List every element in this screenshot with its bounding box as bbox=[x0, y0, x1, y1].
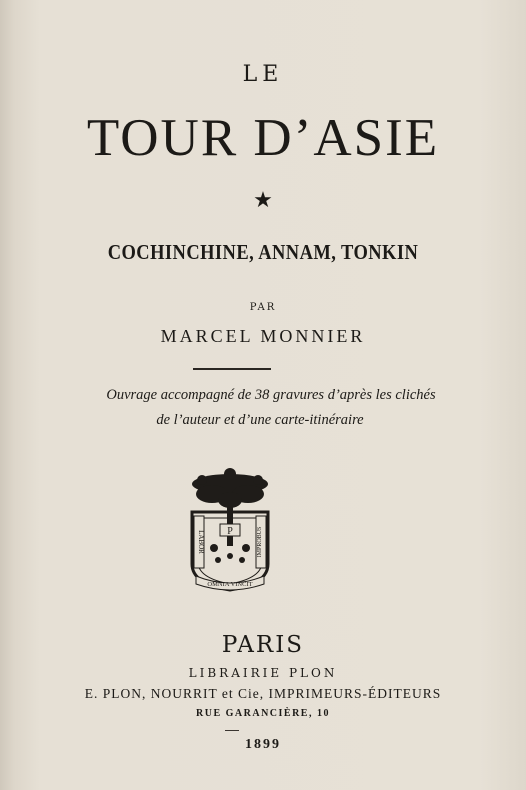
title-article: LE bbox=[242, 62, 284, 87]
description-line-2: de l’auteur et d’une carte-itinéraire bbox=[156, 412, 364, 428]
volume-star-icon: ★ bbox=[253, 188, 273, 213]
motto-left: LABOR bbox=[197, 530, 205, 554]
imprint-divider bbox=[225, 730, 239, 731]
imprint-publisher: E. PLON, NOURRIT et Cie, IMPRIMEURS-ÉDITEURS bbox=[84, 686, 442, 701]
monogram: P bbox=[227, 526, 233, 537]
book-subtitle: COCHINCHINE, ANNAM, TONKIN bbox=[107, 240, 419, 264]
author-name: MARCEL MONNIER bbox=[160, 326, 366, 346]
imprint-year: 1899 bbox=[245, 737, 281, 752]
by-label: PAR bbox=[249, 302, 277, 313]
motto-bottom: OMNIA VINCIT bbox=[207, 581, 253, 588]
imprint-city: PARIS bbox=[221, 632, 305, 658]
motto-right: IMPROBUS bbox=[257, 526, 263, 558]
description-line-1: Ouvrage accompagné de 38 gravures d’après les clichés bbox=[106, 387, 436, 403]
imprint-library: LIBRAIRIE PLON bbox=[188, 666, 338, 680]
title-divider bbox=[193, 368, 271, 370]
imprint-address: RUE GARANCIÈRE, 10 bbox=[196, 708, 330, 719]
book-title: TOUR D’ASIE bbox=[86, 109, 440, 167]
publisher-device-tree-icon bbox=[182, 468, 278, 596]
